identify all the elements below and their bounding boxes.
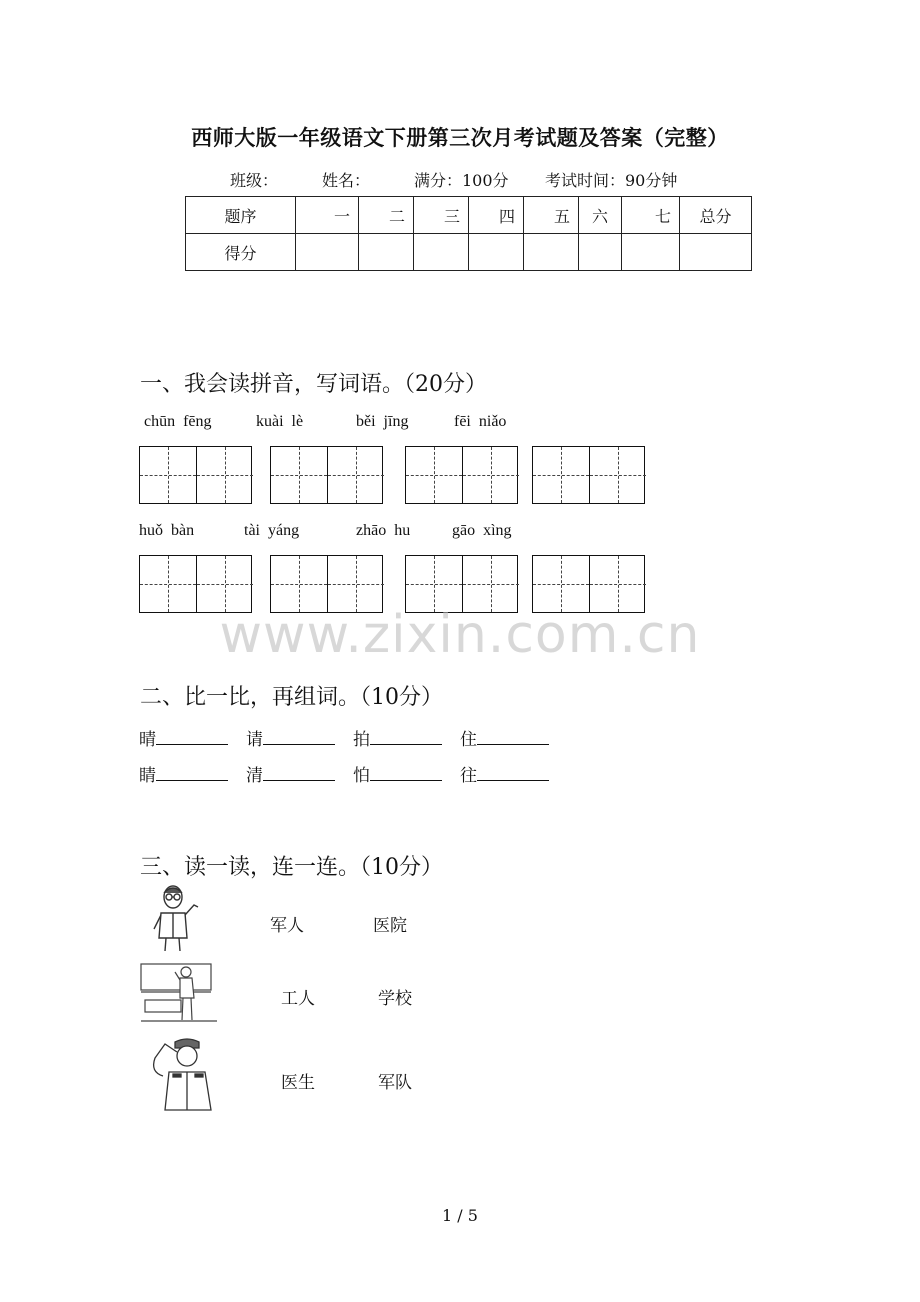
pinyin-label: chūn fēng xyxy=(144,413,212,430)
page-title: 西师大版一年级语文下册第三次月考试题及答案（完整） xyxy=(191,125,729,150)
match-word-right[interactable]: 学校 xyxy=(378,989,412,1009)
score-table xyxy=(185,196,752,271)
fill-item[interactable] xyxy=(460,725,549,750)
fill-item[interactable] xyxy=(246,725,335,750)
fill-blank[interactable] xyxy=(156,728,228,745)
page-number: 1 / 5 xyxy=(442,1206,478,1225)
score-cell[interactable] xyxy=(579,234,622,271)
score-header-cell: 一 xyxy=(296,197,359,234)
pinyin-label: huǒ bàn xyxy=(139,522,195,539)
fill-char: 怕 xyxy=(353,766,370,786)
fill-char: 睛 xyxy=(139,766,156,786)
pinyin-label: gāo xìng xyxy=(452,522,512,539)
section1-title: 一、我会读拼音，写词语。（20分） xyxy=(140,372,487,397)
pinyin-label: běi jīng xyxy=(356,413,409,430)
fill-blank[interactable] xyxy=(477,728,549,745)
fill-blank[interactable] xyxy=(263,764,335,781)
score-table-score-row xyxy=(186,234,752,271)
score-header-cell: 五 xyxy=(524,197,579,234)
class-label: 班级： xyxy=(230,171,279,190)
name-label: 姓名： xyxy=(322,171,371,190)
score-cell[interactable] xyxy=(622,234,680,271)
score-header-cell: 三 xyxy=(414,197,469,234)
fill-blank[interactable] xyxy=(370,764,442,781)
soldier-figure xyxy=(145,1036,220,1112)
score-header-cell: 七 xyxy=(622,197,680,234)
score-cell[interactable] xyxy=(359,234,414,271)
score-cell[interactable] xyxy=(414,234,469,271)
pinyin-label: kuài lè xyxy=(256,413,304,430)
section3-title: 三、读一读，连一连。（10分） xyxy=(140,855,443,880)
match-word-left[interactable]: 军人 xyxy=(270,916,304,936)
fill-item[interactable] xyxy=(139,761,228,786)
fill-char: 往 xyxy=(460,766,477,786)
match-word-left[interactable]: 医生 xyxy=(281,1073,315,1093)
watermark: www.zixin.com.cn xyxy=(219,605,701,665)
score-cell[interactable] xyxy=(469,234,524,271)
match-word-left[interactable]: 工人 xyxy=(281,989,315,1009)
section2-title: 二、比一比，再组词。（10分） xyxy=(140,685,443,710)
fill-char: 拍 xyxy=(353,730,370,750)
writing-box[interactable] xyxy=(139,446,252,504)
pinyin-label: zhāo hu xyxy=(356,522,411,539)
match-word-right[interactable]: 军队 xyxy=(378,1073,412,1093)
score-row-label: 得分 xyxy=(186,234,296,271)
score-cell[interactable] xyxy=(524,234,579,271)
exam-time: 考试时间：90分钟 xyxy=(545,171,678,190)
pinyin-label: tài yáng xyxy=(244,522,300,539)
score-header-cell: 总分 xyxy=(680,197,752,234)
pinyin-label: fēi niǎo xyxy=(454,413,507,430)
match-word-right[interactable]: 医院 xyxy=(373,916,407,936)
writing-box[interactable] xyxy=(270,446,383,504)
score-header-cell: 四 xyxy=(469,197,524,234)
score-table-header-row xyxy=(186,197,752,234)
fill-item[interactable] xyxy=(460,761,549,786)
fill-item[interactable] xyxy=(139,725,228,750)
fill-char: 晴 xyxy=(139,730,156,750)
fill-item[interactable] xyxy=(246,761,335,786)
score-cell[interactable] xyxy=(296,234,359,271)
fill-char: 清 xyxy=(246,766,263,786)
fill-char: 住 xyxy=(460,730,477,750)
writing-box[interactable] xyxy=(405,446,518,504)
fill-char: 请 xyxy=(246,730,263,750)
fill-item[interactable] xyxy=(353,761,442,786)
doctor-figure xyxy=(148,883,208,953)
fill-item[interactable] xyxy=(353,725,442,750)
teacher-figure xyxy=(139,962,219,1024)
fill-blank[interactable] xyxy=(370,728,442,745)
score-header-cell: 二 xyxy=(359,197,414,234)
fill-blank[interactable] xyxy=(156,764,228,781)
writing-box[interactable] xyxy=(532,446,645,504)
fill-blank[interactable] xyxy=(477,764,549,781)
score-cell[interactable] xyxy=(680,234,752,271)
full-score: 满分：100分 xyxy=(414,171,509,190)
score-header-cell: 题序 xyxy=(186,197,296,234)
fill-blank[interactable] xyxy=(263,728,335,745)
score-header-cell: 六 xyxy=(579,197,622,234)
